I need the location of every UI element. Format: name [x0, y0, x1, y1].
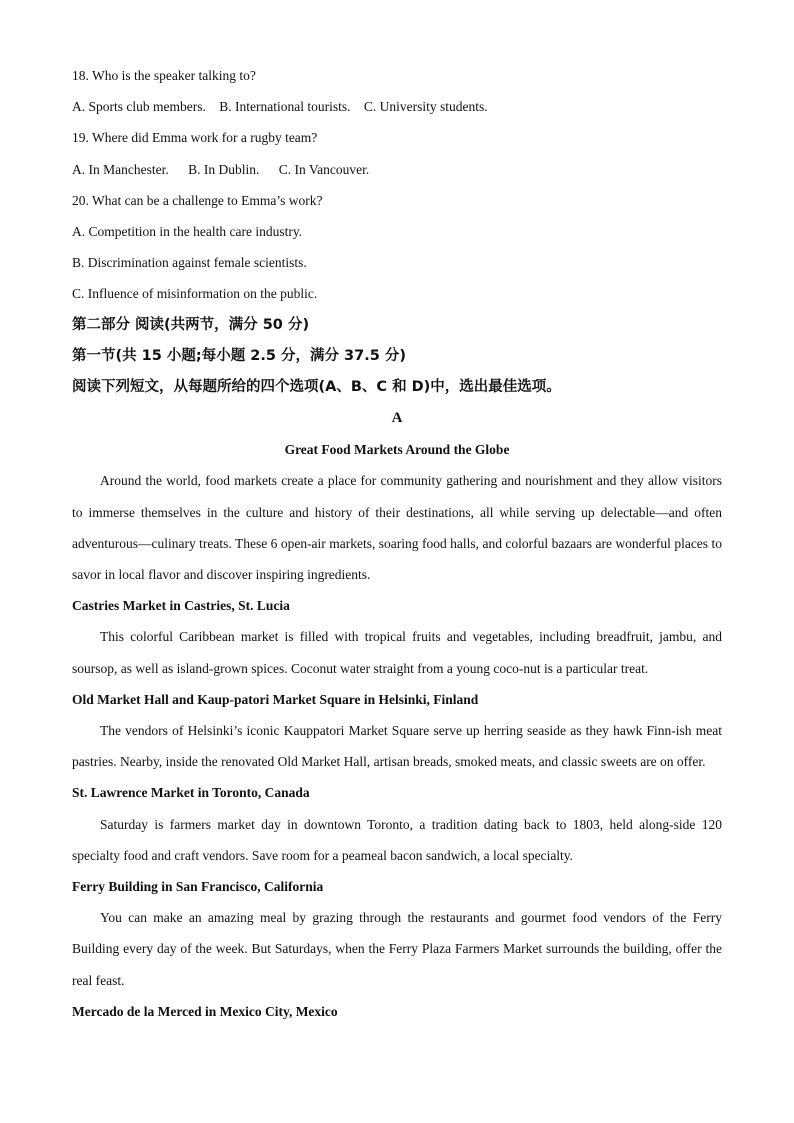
part2-title: 第二部分 阅读(共两节，满分 50 分): [72, 316, 310, 333]
part2-instruction: 阅读下列短文，从每题所给的四个选项(A、B、C 和 D)中，选出最佳选项。: [72, 378, 561, 395]
market-heading-castries: Castries Market in Castries, St. Lucia: [72, 598, 290, 614]
question-18-stem: 18. Who is the speaker talking to?: [72, 68, 256, 83]
question-20-option-a: A. Competition in the health care industry.: [72, 223, 303, 239]
market-text-san-francisco: You can make an amazing meal by grazing through the restaurants and gourmet food vendors of the Ferry Building every day of the week. But Saturdays, when the Ferry Plaza Farmers Market surrounds the building, offer the real feast.: [72, 910, 722, 988]
market-text-helsinki: The vendors of Helsinki’s iconic Kauppatori Market Square serve up herring seaside as they hawk Finn-ish meat pastries. Nearby, inside the renovated Old Market Hall, artisan breads, smoked meats, and classic sweets are on offer.: [72, 723, 722, 770]
market-heading-mexico-city: Mercado de la Merced in Mexico City, Mexico: [72, 1003, 338, 1019]
question-19-option-c: C. In Vancouver.: [278, 161, 370, 177]
passage-letter: A: [391, 410, 403, 427]
market-heading-san-francisco: Ferry Building in San Francisco, California: [72, 879, 324, 895]
question-18-option-c: C. University students.: [363, 99, 488, 115]
market-text-castries: This colorful Caribbean market is filled with tropical fruits and vegetables, including breadfruit, jambu, and soursop, as well as island-grown spices. Coconut water straight from a young coco-nut is a particular treat.: [72, 629, 722, 676]
question-19-options: [72, 154, 722, 185]
question-18-options: [72, 91, 722, 122]
question-20-option-c: C. Influence of misinformation on the public.: [72, 286, 318, 302]
exam-page: [72, 60, 722, 1027]
market-text-toronto: Saturday is farmers market day in downtown Toronto, a tradition dating back to 1803, held along-side 120 specialty food and craft vendors. Save room for a peameal bacon sandwich, a local specialty.: [72, 816, 722, 863]
question-18-option-b: B. International tourists.: [219, 99, 351, 115]
question-20-option-b: B. Discrimination against female scientists.: [72, 255, 307, 271]
passage-title: Great Food Markets Around the Globe: [284, 442, 510, 458]
market-heading-helsinki: Old Market Hall and Kaup-patori Market Square in Helsinki, Finland: [72, 691, 479, 707]
question-20-stem: 20. What can be a challenge to Emma’s work?: [72, 192, 323, 208]
market-heading-toronto: St. Lawrence Market in Toronto, Canada: [72, 785, 310, 801]
question-19-option-b: B. In Dublin.: [188, 161, 260, 177]
part2-section1: 第一节(共 15 小题;每小题 2.5 分，满分 37.5 分): [72, 347, 406, 364]
question-19-option-a: A. In Manchester.: [72, 161, 169, 177]
question-19-stem: 19. Where did Emma work for a rugby team?: [72, 130, 318, 146]
question-18-option-a: A. Sports club members.: [72, 99, 206, 115]
passage-intro: Around the world, food markets create a place for community gathering and nourishment and they allow visitors to immerse themselves in the culture and history of their destinations, all while serving up delectable—and often adventurous—culinary treats. These 6 open-air markets, soaring food halls, and colorful bazaars are wonderful places to savor in local flavor and discover inspiring ingredients.: [72, 473, 722, 583]
